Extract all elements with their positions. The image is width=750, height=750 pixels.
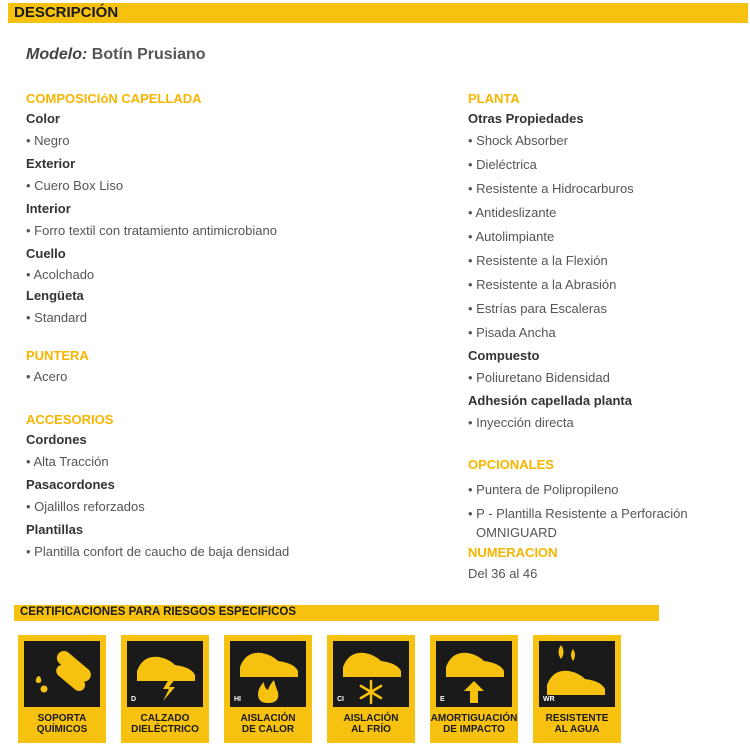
- compuesto-value: • Poliuretano Bidensidad: [468, 370, 610, 385]
- spec-label: Color: [26, 111, 60, 126]
- property-item: • Resistente a Hidrocarburos: [468, 181, 634, 196]
- badge-caption-line2: DIELÉCTRICO: [131, 724, 199, 735]
- certifications-header-bar: [14, 605, 659, 621]
- spec-label: Cuello: [26, 246, 66, 261]
- badge-code: CI: [337, 696, 344, 703]
- badge-caption-line2: AL FRÍO: [351, 724, 391, 735]
- badge-dielectrico: [121, 635, 209, 743]
- spec-value: • Standard: [26, 310, 87, 325]
- badge-caption-line2: DE CALOR: [241, 724, 295, 735]
- model-label: Modelo:: [26, 46, 88, 63]
- badge-impacto: [430, 635, 518, 743]
- badge-code: D: [131, 696, 137, 703]
- numeracion-title: NUMERACION: [468, 545, 558, 560]
- badge-caption-line1: AISLACIÓN: [343, 713, 399, 724]
- optional-item-continued: OMNIGUARD: [476, 525, 557, 540]
- property-item: • Resistente a la Flexión: [468, 253, 608, 268]
- spec-label: Cordones: [26, 432, 87, 447]
- property-item: • Pisada Ancha: [468, 325, 556, 340]
- otras-label: Otras Propiedades: [468, 111, 584, 126]
- numeracion-value: Del 36 al 46: [468, 566, 538, 581]
- spec-value: • Negro: [26, 133, 70, 148]
- description-title: DESCRIPCIÓN: [14, 4, 119, 21]
- adhesion-label: Adhesión capellada planta: [468, 393, 632, 408]
- spec-value: • Alta Tracción: [26, 454, 109, 469]
- property-item: • Shock Absorber: [468, 133, 568, 148]
- opcionales-title: OPCIONALES: [468, 457, 554, 472]
- right-column: [468, 90, 748, 586]
- spec-value: • Acolchado: [26, 267, 95, 282]
- badge-caption-line1: AMORTIGUACIÓN: [430, 713, 518, 724]
- badge-agua: [533, 635, 621, 743]
- compuesto-label: Compuesto: [468, 348, 540, 363]
- spec-label: Interior: [26, 201, 71, 216]
- optional-item: • P - Plantilla Resistente a Perforación: [468, 506, 688, 521]
- property-item: • Autolimpiante: [468, 229, 555, 244]
- model-line: [26, 46, 206, 64]
- badge-caption-line2: AL AGUA: [554, 724, 600, 735]
- badge-code: E: [440, 696, 445, 703]
- composicion-title: COMPOSICIóN CAPELLADA: [26, 91, 202, 106]
- badge-caption-line1: RESISTENTE: [545, 713, 609, 724]
- spec-value: • Forro textil con tratamiento antimicrobiano: [26, 223, 277, 238]
- left-column: [26, 90, 426, 564]
- badge-caption-line1: AISLACIÓN: [240, 713, 296, 724]
- spec-value: • Cuero Box Liso: [26, 178, 124, 193]
- puntera-title: PUNTERA: [26, 348, 89, 363]
- puntera-value: • Acero: [26, 369, 68, 384]
- badge-code: WR: [543, 696, 555, 703]
- spec-value: • Plantilla confort de caucho de baja densidad: [26, 544, 290, 559]
- shoe-snowflake-icon: [333, 641, 409, 707]
- model-name: Botín Prusiano: [91, 46, 206, 63]
- shoe-lightning-icon: [127, 641, 203, 707]
- description-header-bar: [8, 3, 748, 23]
- planta-title: PLANTA: [468, 91, 520, 106]
- accesorios-title: ACCESORIOS: [26, 412, 114, 427]
- property-item: • Dieléctrica: [468, 157, 537, 172]
- badge-caption-line1: SOPORTA: [37, 713, 87, 724]
- chemical-tube-icon: [24, 641, 100, 707]
- spec-label: Lengüeta: [26, 288, 84, 303]
- badge-caption-line1: CALZADO: [140, 713, 190, 724]
- optional-item: • Puntera de Polipropileno: [468, 482, 619, 497]
- property-item: • Estrías para Escaleras: [468, 301, 607, 316]
- badge-quimicos: [18, 635, 106, 743]
- badge-caption-line2: DE IMPACTO: [443, 724, 505, 735]
- spec-label: Exterior: [26, 156, 76, 171]
- badge-frio: [327, 635, 415, 743]
- property-item: • Resistente a la Abrasión: [468, 277, 617, 292]
- shoe-fire-icon: [230, 641, 306, 707]
- adhesion-value: • Inyección directa: [468, 415, 574, 430]
- property-item: • Antideslizante: [468, 205, 557, 220]
- shoe-impact-arrow-icon: [436, 641, 512, 707]
- badge-calor: [224, 635, 312, 743]
- spec-value: • Ojalillos reforzados: [26, 499, 145, 514]
- spec-label: Plantillas: [26, 522, 84, 537]
- spec-label: Pasacordones: [26, 477, 115, 492]
- badge-caption-line2: QUÍMICOS: [36, 724, 88, 735]
- certifications-title: CERTIFICACIONES PARA RIESGOS ESPECIFICOS: [20, 606, 297, 618]
- badge-code: HI: [234, 696, 241, 703]
